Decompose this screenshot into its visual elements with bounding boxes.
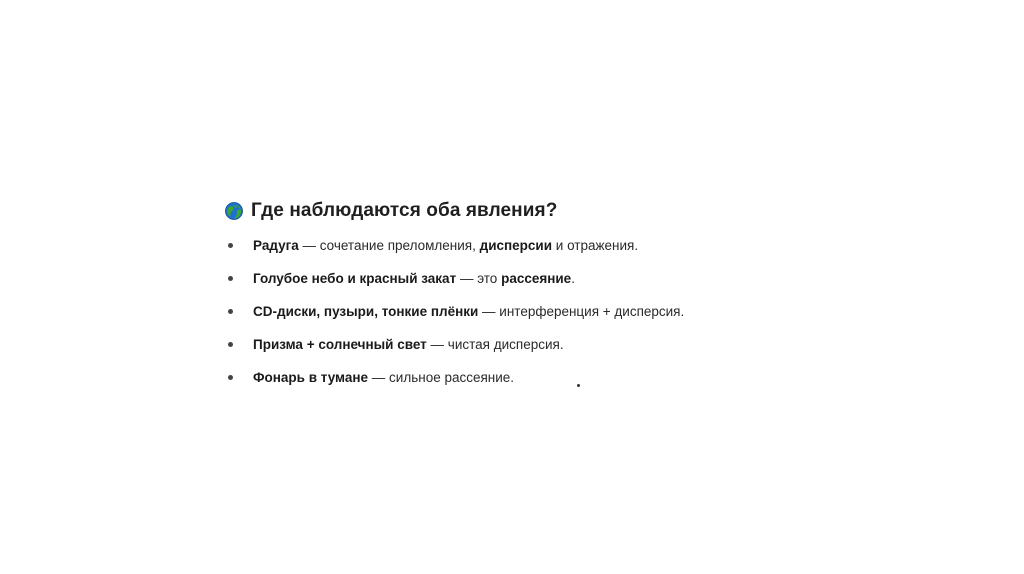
list-item [228, 236, 684, 269]
list-item-text: — это [456, 271, 502, 286]
list-item-bold-text: Голубое небо и красный закат [253, 271, 457, 286]
list-item [228, 269, 684, 302]
list-item-text: — сильное рассеяние. [368, 370, 515, 385]
bullet-icon [228, 243, 233, 248]
heading-title: Где наблюдаются оба явления? [251, 200, 558, 221]
list-item-text: — интерференция + дисперсия. [478, 304, 685, 319]
list-item-bold-text: Призма + солнечный свет [253, 337, 427, 352]
list-item [228, 335, 684, 368]
list-item-text: — чистая дисперсия. [426, 337, 564, 352]
list-item [228, 368, 684, 401]
list-item [228, 302, 684, 335]
globe-icon [225, 202, 243, 220]
list-item-bold-text: Фонарь в тумане [253, 370, 369, 385]
bullet-icon [228, 375, 233, 380]
list-item-text: и отражения. [552, 238, 639, 253]
phenomena-list [228, 236, 684, 401]
list-item-bold-text: Радуга [253, 238, 299, 253]
list-item-bold-text: CD-диски, пузыри, тонкие плёнки [253, 304, 479, 319]
list-item-text: . [571, 271, 575, 286]
list-item-bold-text: дисперсии [479, 238, 553, 253]
list-item-text: — сочетание преломления, [298, 238, 480, 253]
section-heading [225, 200, 557, 222]
bullet-icon [228, 276, 233, 281]
bullet-icon [228, 309, 233, 314]
stray-dot [577, 384, 580, 387]
bullet-icon [228, 342, 233, 347]
list-item-bold-text: рассеяние [501, 271, 572, 286]
